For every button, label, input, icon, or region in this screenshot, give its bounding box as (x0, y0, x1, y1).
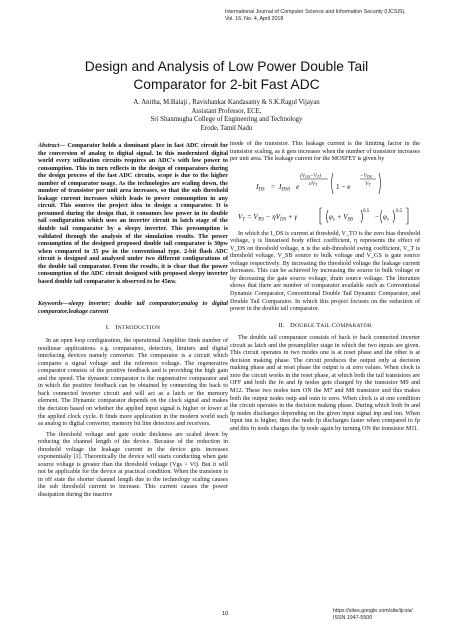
eq2-vt-sub: T (242, 217, 245, 223)
eq1-exp-den-sub: T (315, 181, 318, 187)
eq1-i0: I (279, 182, 282, 191)
eq1-exp2-den: V (365, 180, 369, 187)
eq2-sb-sub: SB (347, 217, 353, 223)
svg-text:φs+ VSB (329, 213, 353, 223)
eq2-vds-sub: DS (279, 217, 286, 223)
footer-url[interactable]: https://sites.google.com/site/ijcsis/ (333, 608, 413, 614)
eq1-exp-num-sub: GS (305, 173, 310, 179)
eq2-phi2: φ (383, 212, 387, 221)
eq2-exp: 0.5 (363, 208, 370, 214)
intro-paragraph-2: The threshold voltage and gate oxide thickness are scaled down by reducing the channel length of the device. Because of the reduction in threshold voltage the leakage current in the device gets increases exponentially [1]. Theoretically the device will starts conducting when gate source voltage is greater than the threshold voltage (Vgs > Vt). But it will not be applicable for the device at practical condition. When the transistor is in off state the shorter channel length due to the technology scaling causes the sub threshold current to increase. This current causes the power dissipation during the inactive (38, 431, 228, 498)
svg-text:IDS (255, 183, 265, 193)
section-title-part: AIL (320, 322, 332, 329)
author-place: Erode, Tamil Nadu (200, 124, 253, 132)
footer-issn: ISSN 1947-5500 (333, 615, 373, 621)
eq2-plus-v: + V (336, 212, 348, 221)
svg-text:(VGS−VT) (300, 172, 321, 179)
svg-text:nVT (309, 181, 318, 187)
parameters-paragraph: In which the I_DS is current at threshold, V_TO is the zero bias threshold voltage, γ is linearised body effect coefficient, η represents the effect of V_DS on threshold voltage, n is the sub-threshold swing coefficient, V_T is threshold voltage, V_SB source to bulk voltage and V_GS is gate source voltage respectively. By increasing the threshold voltage the leakage current decreases. This can be achieved by increasing the source to bulk voltage or by decreasing the gate source voltage, drain source voltage. The literature shows that there are number of comparator available such as Conventional Dynamic Comparator, Conventional Double Tail Dynamic Comparator, and Double Tail Comparator. In which this project focuses on the reduction of power in the double tail comparator. (230, 230, 420, 313)
eq1-i0-sub: DS0 (281, 187, 291, 193)
eq2-phi-sub: s (332, 217, 335, 223)
eq1-exp-num2-sub: T (316, 173, 320, 179)
eq2-vto-sub: TO (257, 217, 264, 223)
equation-1-svg (236, 167, 416, 201)
section-title-part: T (316, 321, 321, 329)
equation-threshold-voltage (236, 204, 420, 228)
right-column (230, 141, 420, 436)
eq1-e: e (296, 182, 300, 191)
eq1-lhs: I (256, 182, 259, 191)
eq1-equals: = (271, 182, 276, 191)
paper-title (28, 58, 425, 94)
svg-text:VT= VTO− ηVDS+ γ (238, 213, 297, 223)
intro-paragraph-1: In an open loop configuration, the operational Amplifier finds number of nonlinear applications. e.g. comparators, detectors, limiters and digital interfacing devices namely converter. The comparator is a circuit which compares a signal voltage and the reference voltage. The regenerative comparator consists of the positive feedback and is providing the high gain and the speed. The dynamic comparator is the regenerative comparator and in which the positive feedback can be obtained by connecting the back to back connected inverter circuit and will act as a latch or the memory element. The Dynamic comparator depends on the clock signal and makes the decision based on whether the applied input signal is higher or lower at the applied clock cycle. It finds more application in the modern world such as analog to digital converter, memory bit line detectors and receivers. (38, 338, 228, 428)
eq2-gamma: + γ (287, 212, 298, 221)
eq2-minus: − (375, 212, 379, 221)
abstract (38, 143, 228, 286)
eq2-phi: φ (329, 212, 333, 221)
keywords-label: Keywords— (38, 301, 69, 308)
eq1-lhs-sub: DS (258, 187, 265, 193)
author-college: Sri Shanmugha College of Engineering and Technology (150, 116, 303, 124)
section-title-initial: I (115, 324, 118, 332)
eq1-exp2-num-sub: DS (366, 173, 372, 179)
eq1-one-minus: 1 − e (336, 182, 351, 191)
leakage-paragraph: mode of the transistor. This leakage current is the limiting factor in the transistor scaling, as it gets increases when the number of transistor increases per unit area. The leakage current for the MOSFET is given by (230, 141, 420, 163)
section-title-part: D (290, 321, 295, 329)
journal-name: International Journal of Computer Science and Information Security (IJCSIS), (225, 9, 406, 15)
eq1-exp-den: nV (309, 180, 315, 187)
section-number: II. (278, 321, 285, 329)
keywords-text: sleepy inverter; double tail comparator;analog to digital comparator,leakage current (38, 301, 228, 315)
eq1-exp-num: (V (300, 172, 306, 179)
section-heading-double-tail (230, 322, 420, 331)
left-column (38, 143, 228, 503)
title-line-1: Design and Analysis of Low Power Double Tail (84, 59, 369, 74)
section-title-part: C (331, 321, 337, 329)
svg-text:VT (365, 181, 371, 187)
keywords (38, 301, 228, 316)
abstract-text: Comparator holds a dominant place in fast ADC circuit for the conversion of analog to digital signal. In this modernized digital world every utilization circuits requires an ADC's with low power to consumption. This in turn reflects in the design of comparators during the design process of the fast ADC circuits, scope is due to the higher number of comparator usage. As the technologies are scaling down, the number of transistor per unit area increases, so that the sub threshold leakage current increases which leads to power consumption in any circuit. This sources the project idea to design a comparator. It is presumed during the design that, it consumes low power in its double tail configuration which uses an inverter circuit in latch stage of the double tail comparator by a sleepy inverter. This presumption is validated through the analysis of the simulation results. The power consumption of the designed proposed double tail comparator is 30pw when compared to 35 pw in the conventional type. 2-bit flash ADC circuit is designed and analyzed under two different configurations of the double tail comparator. From the results, it is clear that the power consumption of the ADC circuit designed with proposed sleepy inverter based double tail comparator is observed to be 45nw. (38, 143, 228, 285)
section-title-part: OUBLE (294, 322, 317, 329)
footer-info (333, 608, 413, 622)
eq1-exp2-num: −V (360, 172, 367, 179)
eq2-vt: V (238, 212, 243, 221)
section-number: I. (105, 324, 110, 332)
title-line-2: Comparator for 2-bit Fast ADC (133, 77, 320, 92)
abstract-label: Abstract— (38, 143, 66, 149)
eq1-exp2-den-sub: T (368, 181, 371, 187)
eq2-equals-vto: = V (246, 212, 258, 221)
svg-text:φs (383, 213, 389, 223)
page-number: 10 (222, 611, 229, 617)
author-position: Assistant Professor, ECE, (191, 107, 262, 115)
equation-2-svg (236, 204, 416, 228)
svg-text:−VDS (360, 173, 372, 179)
eq2-eta-vds: − ηV (265, 212, 280, 221)
eq1-exp-num2: −V (309, 172, 317, 179)
author-block (60, 99, 393, 133)
author-names: A. Anitha, M.Balaji , Ravishankar Kandasamy & S.K.Ragul Vijayan (133, 99, 320, 106)
section-title-part: OMPARATOR (336, 322, 372, 329)
svg-text:IDS0 (278, 183, 291, 193)
eq2-exp2: 0.5 (396, 208, 403, 214)
section-heading-introduction (38, 324, 228, 333)
equation-leakage-current (236, 167, 420, 201)
journal-volume: Vol. 16, No. 4, April 2018 (225, 16, 284, 22)
eq2-phi2-sub: s (386, 217, 389, 223)
journal-header (225, 9, 447, 23)
double-tail-paragraph: The double tail comparator consists of back to back connected inverter circuit as latch and the preamplifier stage in which the two inputs are given. This circuit operates in two modes one is at reset phase and the other is at decision making phase. The circuit produces the output only at decision making phase and at reset phase the output is at zero values. When clock is zero the circuit works in the reset phase, at which both the tail transistors are OFF and both the fn and fp nodes gets charged by the transistor M9 and M12. These two nodes turn ON the M7 and M8 transistor and this makes both the output nodes outp and outn to zero. When clock is at one condition the circuit operates in the decision making phase. During which both fn and fp nodes discharges depending on the given input signal inp and inn. When input inn is higher, then the node fp discharges faster when compared to fp and this fn node charges the fp node again by turning ON the transistor M11. (230, 335, 420, 432)
eq1-exp-num3: ) (319, 172, 321, 179)
section-title-rest: NTRODUCTION (117, 325, 161, 332)
